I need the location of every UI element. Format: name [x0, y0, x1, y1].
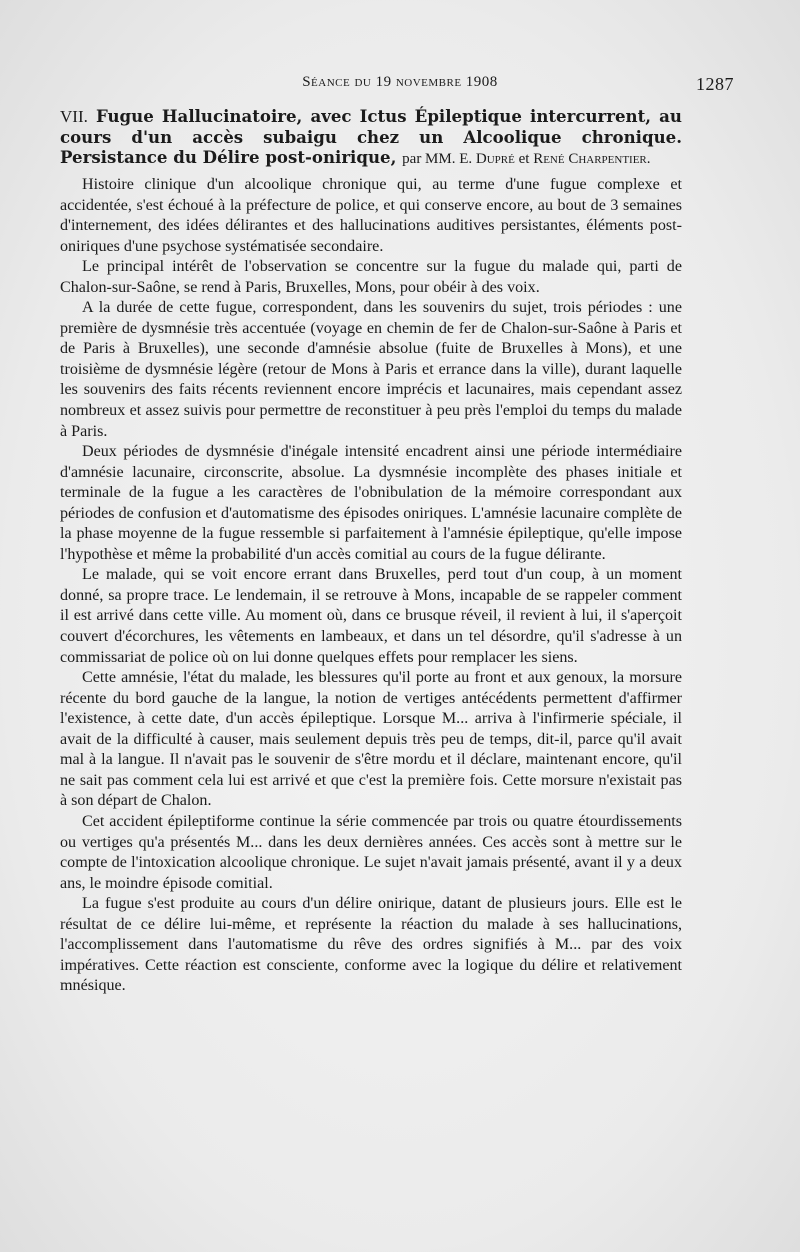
paragraph-2: Le principal intérêt de l'observation se concentre sur la fugue du malade qui, parti de Chalon-sur-Saône, se rend à Paris, Bruxelles, Mons, pour obéir à des voix.	[60, 258, 682, 296]
running-head	[60, 74, 740, 98]
article-number: VII.	[60, 107, 88, 126]
paragraph-8: La fugue s'est produite au cours d'un délire onirique, datant de plusieurs jours. Elle est le résultat de ce délire lui-même, et représente la réaction du malade à ses hallucinations, l'accomplissement dans l'automatisme du rêve des ordres signifiés à M... par des voix impératives. Cette réaction est consciente, conforme avec la logique du délire et relativement mnésique.	[60, 895, 682, 995]
page-number: 1287	[696, 74, 734, 94]
paragraph-5: Le malade, qui se voit encore errant dans Bruxelles, perd tout d'un coup, à un moment donné, sa propre trace. Le lendemain, il se retrouve à Mons, incapable de se rappeler comment il est arrivé dans cette ville. Au moment où, dans ce brusque réveil, il revient à lui, il s'aperçoit couvert d'écorchures, les vêtements en lambeaux, et dans un tel désordre, qu'il s'adresse à un commissariat de police où on lui donne quelques effets pour remplacer les siens.	[60, 566, 682, 666]
authors-prefix: par MM. E.	[402, 151, 473, 167]
article-authors	[402, 151, 650, 167]
authors-join: et	[518, 151, 530, 167]
paragraph-3: A la durée de cette fugue, correspondent, dans les souvenirs du sujet, trois périodes : une première de dysmnésie très accentuée (voyage en chemin de fer de Chalon-sur-Saône à Paris et de Paris à Bruxelles), une seconde d'amnésie absolue (fuite de Bruxelles à Mons), et une troisième de dysmnésie légère (retour de Mons à Paris et errance dans la ville), durant laquelle les souvenirs des faits récents reviennent encore imprécis et lacunaires, mais cependant assez nombreux et assez suivis pour permettre de reconstituer à peu près l'emploi du temps du malade à Paris.	[60, 299, 682, 440]
paragraph-1: Histoire clinique d'un alcoolique chronique qui, au terme d'une fugue complexe et accidentée, s'est échoué à la préfecture de police, et qui conserve encore, au bout de 3 semaines d'internement, des idées délirantes et des hallucinations auditives persistantes, éléments post-oniriques d'une psychose systématisée secondaire.	[60, 176, 682, 255]
article-title	[60, 106, 682, 169]
paragraph-4: Deux périodes de dysmnésie d'inégale intensité encadrent ainsi une période intermédiaire d'amnésie lacunaire, circonscrite, absolue. La dysmnésie incomplète des phases initiale et terminale de la fugue a les caractères de l'obnibulation de la mémoire correspondant aux périodes de confusion et d'automatisme des épisodes oniriques. L'amnésie lacunaire complète de la phase moyenne de la fugue ressemble si parfaitement à l'amnésie épileptique, qu'elle impose l'hypothèse et même la probabilité d'un accès comitial au cours de la fugue délirante.	[60, 443, 682, 563]
article-title-text: Fugue Hallucinatoire, avec Ictus Épileptique intercurrent, au cours d'un accès subaigu chez un Alcoolique chronique. Persistance du Délire post-onirique,	[60, 106, 682, 167]
paragraph-6: Cette amnésie, l'état du malade, les blessures qu'il porte au front et aux genoux, la morsure récente du bord gauche de la langue, la notion de vertiges antécédents permettent d'affirmer l'existence, à cette date, d'un accès épileptique. Lorsque M... arriva à l'infirmerie spéciale, il avait de la difficulté à causer, mais seulement depuis très peu de temps, dit-il, parce qu'il avait mal à la langue. Il n'avait pas le souvenir de s'être mordu et il déclare, maintenant encore, qu'il ne sait pas comment cela lui est arrivé et que c'est la première fois. Cette morsure n'existait pas à son départ de Chalon.	[60, 669, 682, 810]
author-charpentier: René Charpentier.	[533, 151, 651, 167]
article-body	[60, 106, 682, 997]
author-dupre: Dupré	[475, 151, 515, 167]
running-title: Séance du 19 novembre 1908	[302, 74, 498, 90]
paragraph-7: Cet accident épileptiforme continue la série commencée par trois ou quatre étourdissements ou vertiges qu'a présentés M... dans les deux dernières années. Ces accès sont à mettre sur le compte de l'intoxication alcoolique chronique. Le sujet n'avait jamais présenté, avant il y a deux ans, le moindre épisode comitial.	[60, 812, 682, 892]
